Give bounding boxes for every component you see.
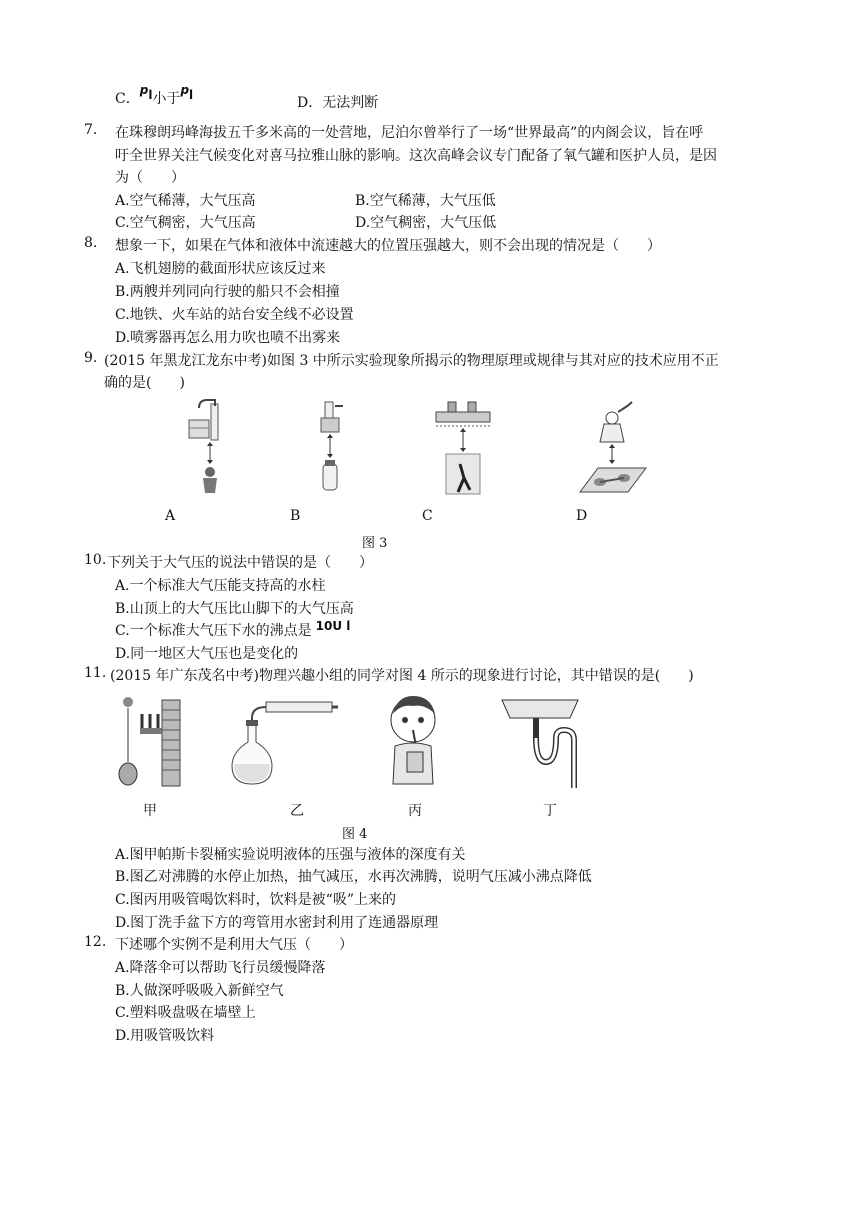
q7-stem-line2: 吁全世界关注气候变化对喜马拉雅山脉的影响。这次高峰会议专门配备了氧气罐和医护人员，是因: [115, 148, 717, 164]
q12-option-a: A.降落伞可以帮助飞行员缓慢降落: [115, 960, 326, 976]
q10-option-b: B.山顶上的大气压比山脚下的大气压高: [115, 601, 354, 617]
q7-stem-line1: 在珠穆朗玛峰海拔五千多米高的一处营地，尼泊尔曾举行了一场“世界最高”的内阁会议，旨在呼: [115, 125, 704, 141]
q11-option-b: B.图乙对沸腾的水停止加热，抽气减压，水再次沸腾，说明气压减小沸点降低: [115, 869, 592, 885]
q7-option-b: B.空气稀薄，大气压低: [355, 193, 496, 209]
boiling-point-symbol: 10U l: [315, 619, 351, 633]
q11-number: 11.: [84, 665, 107, 681]
q7-option-c: C.空气稠密，大气压高: [115, 215, 256, 231]
subscript: l: [189, 88, 194, 102]
q9-stem-line1: (2015 年黑龙江龙东中考)如图 3 中所示实验现象所揭示的物理原理或规律与其对应的技术应用不正: [104, 353, 719, 369]
q7-stem-line3: 为（ ）: [115, 170, 185, 186]
q10-stem: 下列关于大气压的说法中错误的是（ ）: [107, 555, 373, 571]
option-prefix: C．: [115, 91, 140, 107]
figure4-label-bing: 丙: [408, 803, 422, 819]
figure4-panel-ding: [500, 694, 580, 790]
q11-option-a: A.图甲帕斯卡裂桶实验说明液体的压强与液体的深度有关: [115, 847, 466, 863]
figure4-caption: 图 4: [342, 827, 368, 842]
q12-number: 12.: [84, 934, 107, 950]
figure4-panel-jia: [112, 694, 184, 790]
figure3-label-c: C: [422, 508, 433, 524]
pressure-symbol: p: [139, 83, 149, 97]
q8-option-c: C.地铁、火车站的站台安全线不必设置: [115, 307, 354, 323]
q8-option-d: D.喷雾器再怎么用力吹也喷不出雾来: [115, 330, 341, 346]
q8-stem: 想象一下，如果在气体和液体中流速越大的位置压强越大，则不会出现的情况是（ ）: [115, 238, 661, 254]
q11-stem: (2015 年广东茂名中考)物理兴趣小组的同学对图 4 所示的现象进行讨论，其中错误的是( ): [110, 668, 694, 684]
q6-option-d: D．无法判断: [297, 95, 379, 111]
q11-option-c: C.图丙用吸管喝饮料时，饮料是被“吸”上来的: [115, 892, 396, 908]
figure3-label-b: B: [290, 508, 301, 524]
figure4-panel-yi: [230, 694, 340, 790]
q8-option-a: A.飞机翅膀的截面形状应该反过来: [115, 261, 326, 277]
figure3-panel-c: [434, 398, 494, 498]
option-text: 小于: [152, 91, 181, 107]
q7-number: 7.: [84, 122, 98, 138]
q12-option-d: D.用吸管吸饮料: [115, 1028, 215, 1044]
q10-option-a: A.一个标准大气压能支持高的水柱: [115, 578, 326, 594]
figure3-panel-a: [185, 398, 235, 498]
q7-option-a: A.空气稀薄，大气压高: [115, 193, 256, 209]
q7-option-d: D.空气稠密，大气压低: [355, 215, 497, 231]
q11-option-d: D.图丁洗手盆下方的弯管用水密封利用了连通器原理: [115, 915, 439, 931]
figure4-label-yi: 乙: [290, 803, 304, 819]
q9-number: 9.: [84, 350, 98, 366]
q9-stem-line2: 确的是( ): [104, 375, 185, 391]
figure4-panel-bing: [383, 690, 443, 790]
q10-option-d: D.同一地区大气压也是变化的: [115, 646, 299, 662]
q10-number: 10.: [84, 552, 107, 568]
figure3-label-a: A: [165, 508, 176, 524]
figure3-label-d: D: [576, 508, 588, 524]
figure3-panel-d: [576, 398, 648, 498]
subscript: l: [148, 88, 153, 102]
q12-option-c: C.塑料吸盘吸在墙壁上: [115, 1005, 256, 1021]
q6-option-c: [115, 83, 194, 108]
figure4-label-jia: 甲: [143, 803, 157, 819]
q8-option-b: B.两艘并列同向行驶的船只不会相撞: [115, 284, 340, 300]
figure3-caption: 图 3: [362, 536, 388, 551]
option-text: C.一个标准大气压下水的沸点是: [115, 623, 312, 639]
figure4-label-ding: 丁: [543, 803, 557, 819]
q12-stem: 下述哪个实例不是利用大气压（ ）: [115, 937, 353, 953]
q8-number: 8.: [84, 235, 98, 251]
pressure-symbol: p: [180, 83, 190, 97]
figure3-panel-b: [313, 398, 353, 498]
q10-option-c: [115, 620, 350, 640]
q12-option-b: B.人做深呼吸吸入新鲜空气: [115, 983, 284, 999]
